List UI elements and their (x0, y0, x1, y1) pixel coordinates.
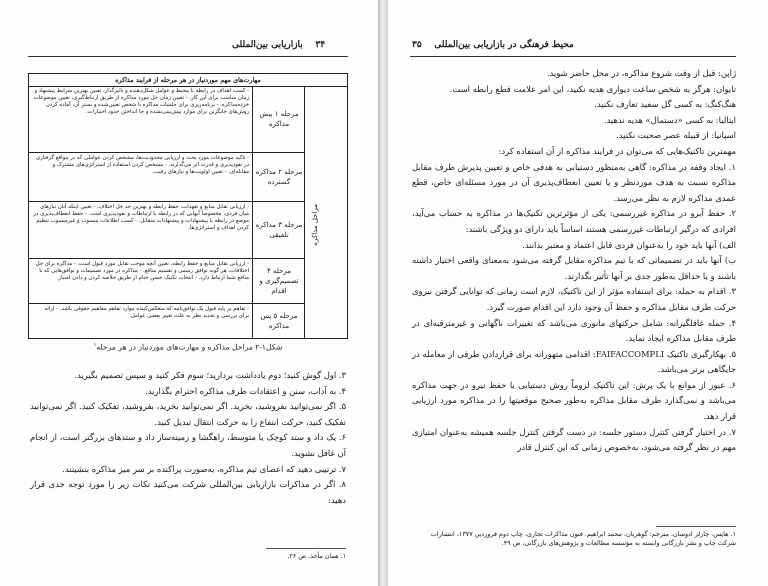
paragraph: ۷. ترتیبی دهید که اعضای تیم مذاکره، به‌صورت پراکنده بر سر میز مذاکره بنشینند. (62, 463, 346, 474)
stage-cell: مرحله ۲ مذاکره گسترده (252, 153, 305, 201)
paragraph: ۵. بهکارگیری تاکتیک FAIFACCOMPLI: اقدامی متهورانه برای قراردادن طرفی از معامله در جایگاهی برتر می‌باشد. (412, 348, 737, 375)
paragraph: ۱. ایجاد وقفه در مذاکره: گاهی به‌منظور دستیابی به هدفی خاص و تعیین پذیرش طرف مقابل مذاکره نسبت به هدف موردنظر و یا تعیین انعطاف‌پذیری آن در مورد مسئله‌ای خاص، قطع عمدی مذاکره لازم به نظر می‌رسد. (412, 161, 736, 203)
left-body-text (30, 368, 346, 508)
paragraph: ژاپن: قبل از وقت شروع مذاکره، در محل حاضر شوید. (546, 68, 736, 78)
table-row (29, 202, 305, 259)
page-number: ۳۵ (412, 40, 422, 50)
paragraph: ۵. اگر نمی‌توانید بفروشید، بخرید. اگر نمی‌توانید بخرید، بفروشید، تفکیک کنید. اگر نمی‌توانید تفکیک کنید، حرکت انتفاع را به حرکت انتقال تبدیل کنید. (30, 401, 346, 427)
side-label: مراحل مذاکره (311, 204, 319, 246)
desc-cell: - ارزیابی تقابل منابع و تعهدات، حفظ رابطه و بهترین حد حل اختلاف. - تعیین اینکه آنان نیازهای میان فردی، مخصوصاً آنهایی که در رابطه با ارتباطات و نفوذپذیری است. - حفظ انعطاف‌پذیری در موضع در رابطه با پیشنهادات و پیشنهادات متقابل. - کسب اطلاعات منسوب و غیرمنسوب تنظیم کردن اهداف و استراتژی‌ها. (33, 204, 249, 231)
header-rule (28, 56, 348, 57)
paragraph: اسپانیا: از قبیله عصر صحبت نکنید. (616, 130, 736, 141)
footnote-rule (656, 526, 736, 527)
footnote: ۱. هایس، چارلز ادوسان، مترجم: گوهریان، محمد ابراهیم. فنون مذاکرات تجاری، چاپ دوم فروردین ۱۳۷۷، انتشارات شرکت چاپ و نشر بازرگانی وابسته به مؤسسه مطالعات و پژوهش‌های بازرگانی، ص ۴۹. (430, 530, 736, 547)
caption-text: شکل۱-۲ مراحل مذاکره و مهارت‌های موردنیاز در هر مرحله (96, 342, 283, 352)
right-body-text (412, 66, 736, 456)
paragraph: هنگ‌کنگ: به کسی گل سفید تعارف نکنید. (594, 99, 736, 110)
right-page (388, 0, 768, 586)
stage-cell: مرحله ۳ مذاکره تلفیقی (252, 202, 305, 258)
running-title: بازاریابی بین‌المللی (232, 40, 303, 50)
paragraph: ۷. در اختیار گرفتن کنترل دستور جلسه: در دست گرفتن کنترل جلسه همیشه به‌عنوان امتیازی مهم در نظر گرفته می‌شود، به‌خصوص زمانی که این کنترل قادر (412, 426, 736, 453)
paragraph: ب) آنها باید در تصمیماتی که با تیم مذاکره مقابل گرفته می‌شود به‌معنای واقعی اختیار داشته باشند و یا حداقل به‌طور جدی بر آنها تأثیر بگذارند. (412, 255, 736, 281)
caption-note: ۱ (93, 342, 97, 348)
paragraph: مهمترین تاکتیک‌هایی که می‌توان در فرایند مذاکره از آن استفاده کرد: (498, 145, 736, 156)
desc-cell: - تاکید موضوعات مورد بحث و ارزیابی محدودیت‌ها، مشخص کردن عواملی که در مواقع گرفتاری در نفوذپذیری و قدرت اثر می‌گذارند. - مشخص کردن استفاده از استراتژی‌های مشترک و مقابله‌ای. - تعیین اولویت‌ها و نیازهای رقیب. (35, 155, 249, 175)
table-row (29, 259, 305, 304)
desc-cell: - تفاهم بر پایه قبول یک توافق‌نامه که منعکس‌کننده موارد تفاهم مفاهیم حقوقی باشد. - ارائه برای بررسی و تجدید نظر به علت تغییر بعضی عوامل. (44, 306, 249, 319)
header-rule (410, 56, 736, 57)
left-page (0, 0, 378, 586)
stages-table (28, 73, 348, 339)
paragraph: ۴. حمله غافلگیرانه: شامل حرکتهای مانوری می‌باشد که تغییرات ناگهانی و غیرمترقبه‌ای در طرف مقابل مذاکره ایجاد نماید. (412, 317, 736, 344)
desc-cell: - ارزیابی تقابل منابع و حفظ رابطه، تعیین آنچه موجب تقابل مورد قبول است. - مذاکره برای حل اختلافات، هر گونه توافق رسمی و تقسیم منافع. - مذاکره در مورد تصمیمات و توافق‌هایی که با منافع شما ارتباط دارد. - انتخاب تکنیک حسن ختام از طریق خلاصه کردن و دادن امتیاز. (35, 261, 249, 281)
stage-cell: مرحله ۵ پس مذاکره (252, 304, 305, 338)
footnote-rule (266, 548, 346, 549)
table-row (29, 86, 305, 153)
paragraph: الف) آنها باید خود را به‌عنوان فردی قابل اعتماد و معتبر بدانند. (522, 239, 736, 250)
paragraph: ۳. اقدام به حمله: برای استفاده مؤثر از این تاکتیک، لازم است زمانی که توانایی گرفتن نیروی حرکت طرف مقابل مذاکره و حفظ آن وجود دارد این اقدام صورت گیرد. (412, 286, 736, 312)
desc-cell: - کسب اهداف در رابطه با محیط و عوامل شکل‌دهنده و تاثیرگذار، تعیین بهترین شرایط پیشنهاد و زمان مناسب برای این کار. - تعیین زمان حل مورد مذاکره از طریق ارتباط‌گیری، تعیین موضوعات خرده‌مذاکره. - برنامه‌ریزی برای جلسات مذاکره با شخص تعیین‌شده و بستر آن، آماده کردن روش‌های جایگزین برای موارد پیش‌بینی‌نشده و جا انداختن حدود اختیارات. (33, 88, 249, 115)
paragraph: ۲. حفظ آبرو در مذاکره غیررسمی: یکی از مؤثرترین تکنیک‌ها در مذاکره به حساب می‌آید، افرادی که درگیر ارتباطات غیررسمی هستند اساساً باید دارای دو ویژگی باشند: (412, 208, 736, 234)
footnote: ۱. همان مأخذ، ص ۲۶. (287, 552, 346, 560)
paragraph: ۶. عبور از موانع با یک پرش: این تاکتیک لزوماً روش دستیابی یا حفظ نیرو در جهت مذاکره می‌باشد و نمی‌گذارد طرف مقابل مذاکره به‌طور صحیح موقعیتها را در مذاکره مورد ارزیابی قرار دهد. (412, 379, 736, 422)
paragraph: ۶. یک داد و ستد کوچک یا متوسط، راهگشا و زمینه‌ساز داد و ستدهای بزرگتر است، از انجام آن غافل نشوید. (30, 432, 346, 458)
paragraph: ۸. اگر در مذاکرات بازاریابی بین‌المللی شرکت می‌کنید نکات زیر را مورد توجه جدی قرار دهید: (30, 479, 346, 505)
left-page-header (232, 40, 325, 50)
right-page-header (412, 40, 574, 50)
paragraph: ۴. به آداب، سنن و اعتقادات طرف مذاکره احترام بگذارید. (145, 385, 346, 396)
paragraph: ایتالیا: به کسی «دستمال» هدیه ندهید. (603, 114, 736, 125)
book-gutter (378, 0, 388, 586)
paragraph: ۳. اول گوش کنید؛ دوم یادداشت بردارید؛ سوم فکر کنید و سپس تصمیم بگیرید. (74, 370, 346, 380)
table-side-column (304, 86, 347, 338)
table-title: مهارت‌های مهم موردنیاز در هر مرحله از فرایند مذاکره (29, 74, 347, 87)
table-row (29, 304, 305, 338)
page-number: ۳۴ (315, 40, 326, 50)
stage-cell: مرحله ۴ تصمیم‌گیری و اقدام (252, 259, 305, 303)
stage-cell: مرحله ۱ پیش مذاکره (252, 86, 305, 152)
figure-caption (30, 342, 346, 352)
running-title: محیط فرهنگی در بازاریابی بین‌المللی (434, 40, 574, 50)
paragraph: تایوان: هرگز به شخص ساعت دیواری هدیه نکنید، این امر علامت قطع رابطه است. (449, 83, 736, 94)
table-row (29, 153, 305, 202)
